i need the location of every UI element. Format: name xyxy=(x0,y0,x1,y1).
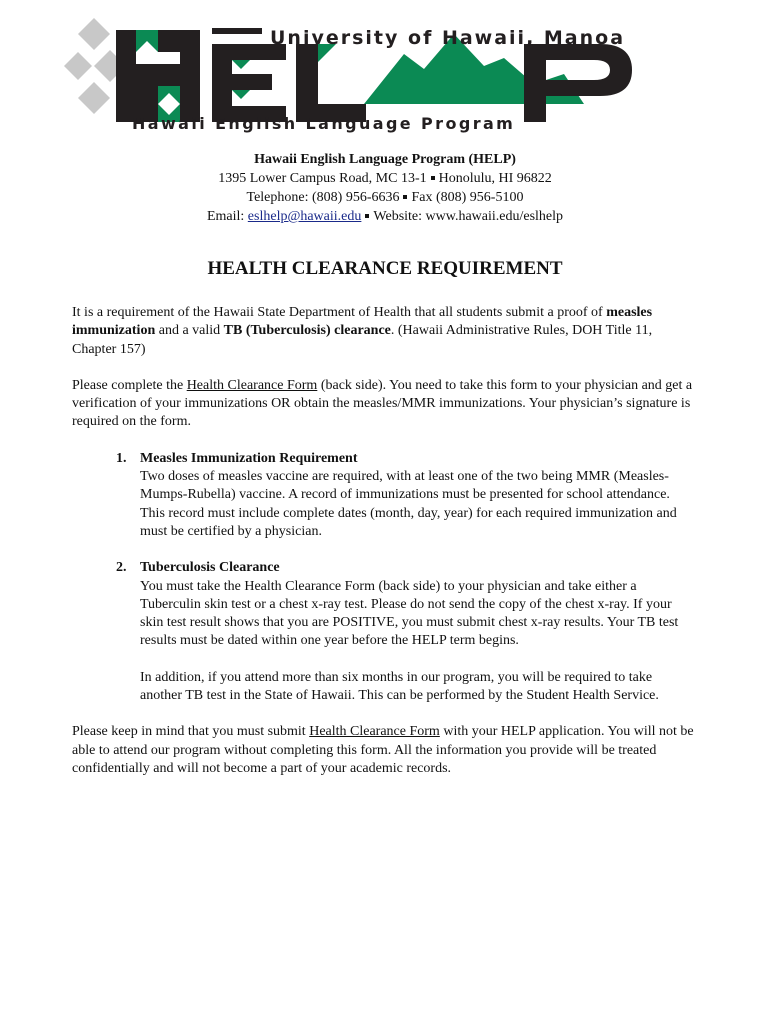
health-form-reference: Health Clearance Form xyxy=(186,377,318,393)
intro-text: . (Hawaii Administrative Rules, DOH Title 11, Chapter 157) xyxy=(72,323,653,357)
logo-letter-l xyxy=(296,44,366,122)
address-line xyxy=(0,169,770,188)
list-item-text: You must take the Health Clearance Form (back side) to your physician and take either a Tuberculin skin test or a chest x-ray test. Please do not send the copy of the chest x-ray. If your skin test result shows that you are POSITIVE, you must submit chest x-ray results. Your TB test results must be dated within one year before the HELP term begins. xyxy=(140,578,679,649)
document-body xyxy=(72,304,697,796)
intro-bold-measles: measles immunization xyxy=(72,305,653,339)
list-item-text-additional: In addition, if you attend more than six months in our program, you will be required to take another TB test in the State of Hawaii. This can be performed by the Student Health Service. xyxy=(140,669,659,704)
instructions-text: (back side). You need to take this form to your physician and get a verification of your immunizations OR obtain the measles/MMR immunizations. Your physician’s signature is required on the form. xyxy=(72,377,693,430)
bullet-square-icon xyxy=(365,214,369,218)
bullet-square-icon xyxy=(431,176,435,180)
list-item-title: Measles Immunization Requirement xyxy=(140,450,358,466)
health-form-reference: Health Clearance Form xyxy=(309,724,440,740)
list-number: 2. xyxy=(116,560,127,576)
instructions-text: Please complete the xyxy=(72,377,187,393)
list-item-text: Two doses of measles vaccine are required, with at least one of the two being MMR (Measles-Mumps-Rubella) vaccine. A record of immunizations must be presented for school attendance. This record must include complete dates (month, day, year) for each required immunization and must be certified by a physician. xyxy=(140,469,677,539)
intro-paragraph xyxy=(72,304,697,359)
website: Website: www.hawaii.edu/eslhelp xyxy=(373,209,564,224)
email-label: Email: xyxy=(206,209,248,224)
closing-text: Please keep in mind that you must submit xyxy=(72,724,310,740)
logo-top-text: University of Hawaii, Manoa xyxy=(270,27,626,49)
logo-bottom-text: Hawaii English Language Program xyxy=(132,114,516,133)
telephone: Telephone: (808) 956-6636 xyxy=(246,190,400,205)
list-item xyxy=(72,559,697,705)
contact-block xyxy=(0,150,770,226)
instructions-paragraph xyxy=(72,377,697,432)
list-item xyxy=(72,450,697,541)
address-city: Honolulu, HI 96822 xyxy=(438,171,552,186)
org-name: Hawaii English Language Program (HELP) xyxy=(254,152,516,167)
intro-text: It is a requirement of the Hawaii State Department of Health that all students submit a proof of xyxy=(72,305,607,320)
list-number: 1. xyxy=(116,450,127,466)
requirements-list xyxy=(72,450,697,706)
closing-paragraph xyxy=(72,723,697,778)
page-title: HEALTH CLEARANCE REQUIREMENT xyxy=(207,258,563,279)
bullet-square-icon xyxy=(403,195,407,199)
fax: Fax (808) 956-5100 xyxy=(411,190,524,205)
address-street: 1395 Lower Campus Road, MC 13-1 xyxy=(218,171,427,186)
email-link[interactable]: eslhelp@hawaii.edu xyxy=(247,209,362,224)
logo-letter-e xyxy=(212,44,286,122)
logo-letter-h xyxy=(116,30,200,122)
list-item-title: Tuberculosis Clearance xyxy=(140,560,280,576)
phone-line xyxy=(0,188,770,207)
help-logo xyxy=(64,14,644,134)
closing-text: with your HELP application. You will not be able to attend our program without completing this form. All the information you provide will be treated confidentially and will not become a part of your academic records. xyxy=(72,724,694,776)
intro-bold-tb: TB (Tuberculosis) clearance xyxy=(223,323,391,339)
intro-text: and a valid xyxy=(155,323,224,339)
email-line xyxy=(0,207,770,226)
